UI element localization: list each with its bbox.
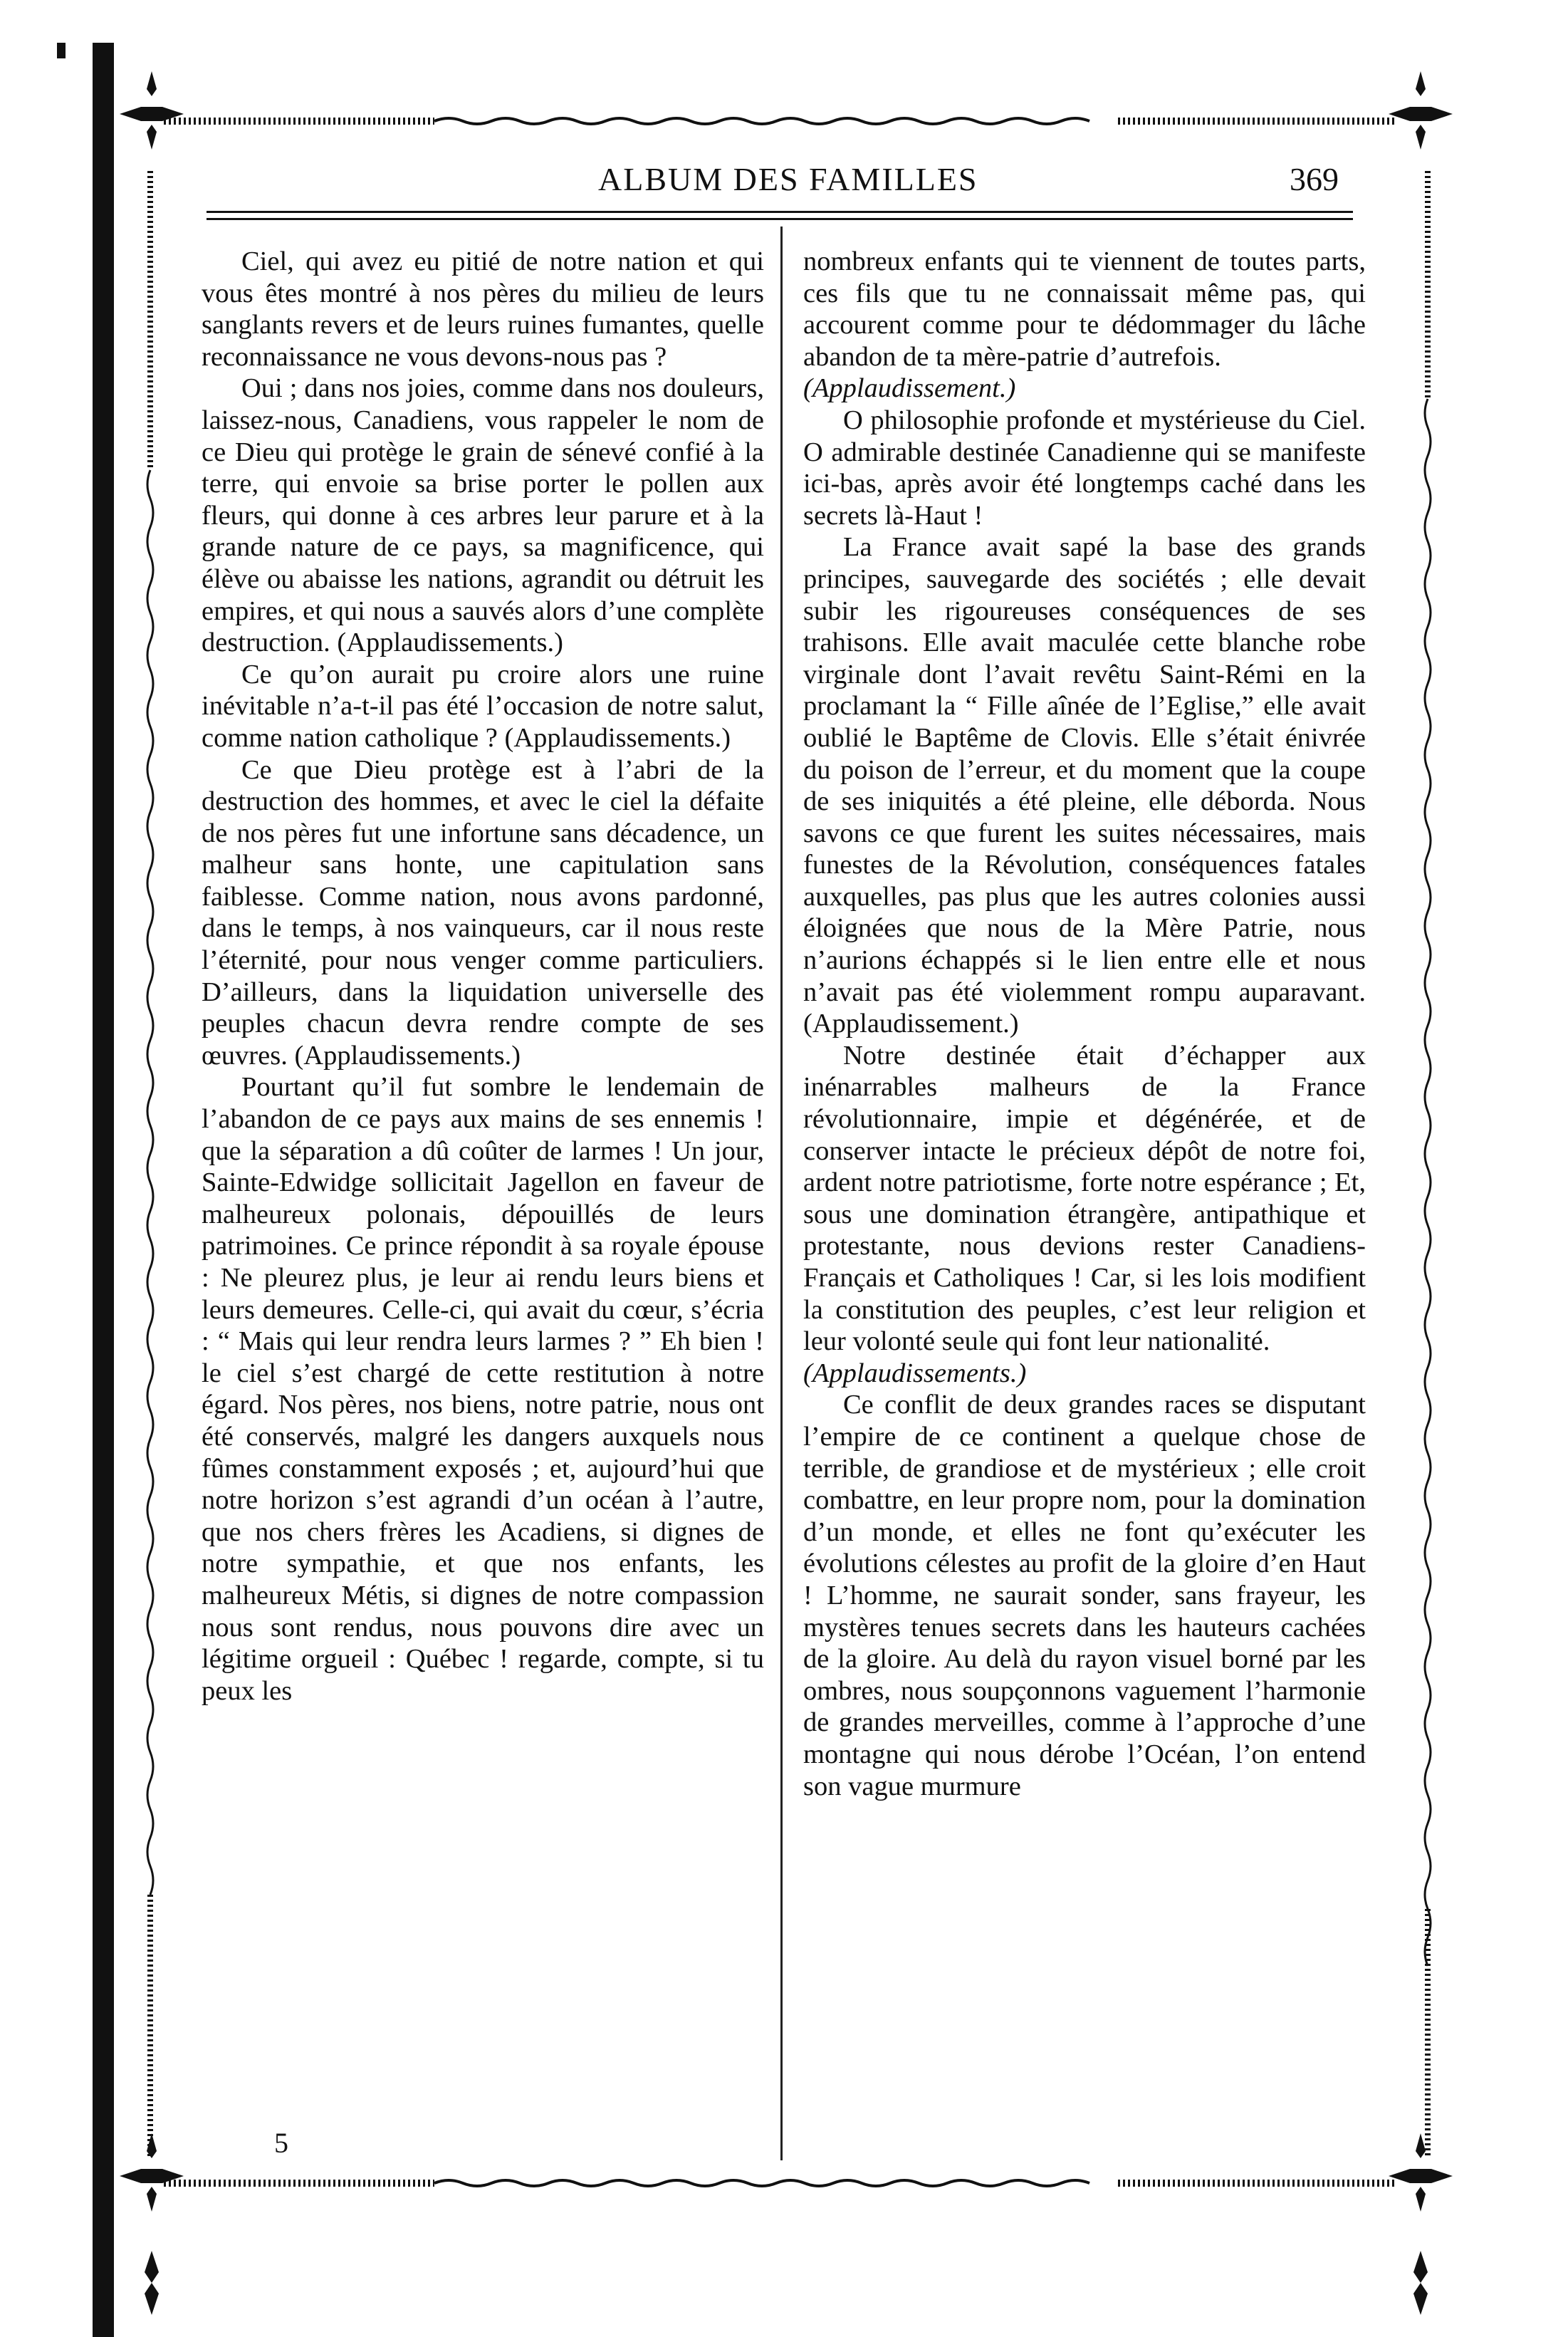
bottom-ornamental-rule: [135, 2175, 1424, 2192]
paragraph: La France avait sapé la base des grands principes, sauvegarde des sociétés ; elle devait subir les rigoureuses conséquences de ses trahisons. Elle avait maculée cette blanche robe virginale dont l’avait revêtu Saint-Rémi en la proclamant la “ Fille aînée de l’Eglise,” elle avait oublié le Baptême de Clovis. Elle s’était énivrée du poison de l’erreur, et du moment que la coupe de ses iniquités a été pleine, elle déborda. Nous savons ce que furent les suites nécessaires, mais funestes de la Révolution, conséquences fatales auxquelles, pas plus que les autres colonies aussi éloignées que nous de la Mère Patrie, nous n’aurions échappés si le lien entre elle et nous n’avait pas été violemment rompu auparavant. (Applaudissement.): [803, 532, 1366, 1039]
paragraph: Oui ; dans nos joies, comme dans nos douleurs, laissez-nous, Canadiens, vous rappeler le nom de ce Dieu qui protège le grain de sénevé confié à la terre, qui envoie sa brise porter le pollen aux fleurs, qui donne à ces arbres leur parure et à la grande nature de ce pays, sa magnificence, qui élève ou abaisse les nations, agrandit ou détruit les empires, et qui nous a sauvés alors d’une complète destruction. (Applaudissements.): [202, 373, 764, 658]
paragraph: Notre destinée était d’échapper aux inénarrables malheurs de la France révolutionnaire, impie et dégénérée, et de conserver intacte le précieux dépôt de notre foi, ardent notre patriotisme, forte notre espérance ; Et, sous une domination étrangère, antipathique et protestante, nous devions rester Canadiens-Français et Catholiques ! Car, si les lois modifient la constitution des peuples, c’est leur religion et leur volonté seule qui font leur nationalité.: [803, 1040, 1366, 1357]
page-spine: [93, 43, 114, 2337]
paragraph: Ce conflit de deux grandes races se disputant l’empire de ce continent a quelque chose de terrible, de grandiose et de mystérieux ; elle croit combattre, en leur propre nom, pour la domination d’un monde, et elles ne font qu’exécuter les évolutions célestes au profit de la gloire d’en Haut ! L’homme, ne saurait sonder, sans frayeur, les mystères tenues secrets dans les hauteurs cachées de la gloire. Au delà du rayon visuel borné par les ombres, nous soupçonnons vaguement l’harmonie de grandes merveilles, comme à l’approche d’une montagne qui nous dérobe l’Océan, l’on entend son vague murmure: [803, 1390, 1366, 1801]
right-column: [803, 246, 1366, 1802]
applause-note: (Applaudissements.): [803, 1358, 1027, 1388]
column-divider: [780, 227, 783, 2160]
left-column: [202, 246, 764, 1707]
fleuron-bottom-right: [1389, 2244, 1453, 2322]
corner-ornament-bottom-right: [1389, 2130, 1453, 2215]
page-number: 369: [1290, 161, 1339, 197]
fleuron-bottom-left: [120, 2244, 184, 2322]
paragraph: Ce qu’on aurait pu croire alors une ruine inévitable n’a-t-il pas été l’occasion de notre salut, comme nation catholique ? (Applaudissements.): [202, 659, 764, 753]
spine-tip-mark: [57, 43, 66, 58]
right-ornamental-rule: [1417, 171, 1438, 2158]
paragraph: Ciel, qui avez eu pitié de notre nation et qui vous êtes montré à nos pères du milieu de leurs sanglants revers et de leurs ruines fumantes, quelle reconnaissance ne vous devons-nous pas ?: [202, 246, 764, 372]
page-title: ALBUM DES FAMILLES: [598, 161, 978, 197]
applause-note: (Applaudissement.): [803, 373, 1016, 404]
paragraph: Ce que Dieu protège est à l’abri de la destruction des hommes, et avec le ciel la défaite de nos pères fut une infortune sans décadence, un malheur sans honte, une capitulation sans faiblesse. Comme nation, nous avons pardonné, dans le temps, à nos vainqueurs, car il nous reste l’éternité, pour nous venger comme particuliers. D’ailleurs, dans la liquidation universelle des peuples chacun devra rendre compte de ses œuvres. (Applaudissements.): [202, 754, 764, 1071]
header-rule: [207, 218, 1353, 220]
left-ornamental-rule: [140, 171, 161, 2158]
corner-ornament-top-left: [120, 68, 184, 153]
signature-mark: 5: [274, 2127, 288, 2159]
top-ornamental-rule: [135, 113, 1424, 130]
paragraph: nombreux enfants qui te viennent de toutes parts, ces fils que tu ne connaissait même pas, qui accourent comme pour te dédommager du lâche abandon de ta mère-patrie d’autrefois.: [803, 246, 1366, 372]
paragraph: Pourtant qu’il fut sombre le lendemain de l’abandon de ce pays aux mains de ses ennemis ! que la séparation a dû coûter de larmes ! Un jour, Sainte-Edwidge sollicitait Jagellon en faveur de malheureux polonais, dépouillés de leurs patrimoines. Ce prince répondit à sa royale épouse : Ne pleurez plus, je leur ai rendu leurs biens et leurs demeures. Celle-ci, qui avait du cœur, s’écria : “ Mais qui leur rendra leurs larmes ? ” Eh bien ! le ciel s’est chargé de cette restitution à notre égard. Nos pères, nos biens, notre patrie, nous ont été conservés, malgré les dangers auxquels nous fûmes constamment exposés ; et, aujourd’hui que notre horizon s’est agrandi d’un océan à l’autre, que nos chers frères les Acadiens, si dignes de notre sympathie, et que nos enfants, les malheureux Métis, si dignes de notre compassion nous sont rendus, nous pouvons dire avec un légitime orgueil : Québec ! regarde, compte, si tu peux les: [202, 1072, 764, 1706]
header-rule: [207, 211, 1353, 213]
corner-ornament-bottom-left: [120, 2130, 184, 2215]
paragraph: O philosophie profonde et mystérieuse du Ciel. O admirable destinée Canadienne qui se manifeste ici-bas, après avoir été longtemps caché dans les secrets là-Haut !: [803, 405, 1366, 531]
running-header: [214, 160, 1353, 210]
corner-ornament-top-right: [1389, 68, 1453, 153]
